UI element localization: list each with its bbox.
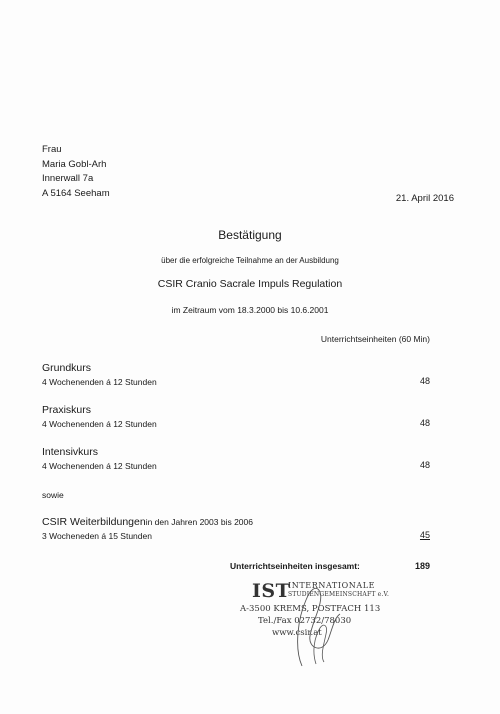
sowie-text: sowie <box>42 490 64 500</box>
recipient-street: Innerwall 7a <box>42 173 94 184</box>
units-header: Unterrichtseinheiten (60 Min) <box>320 334 430 344</box>
stamp-logo: IST <box>252 580 291 602</box>
stamp-line4: Tel./Fax 02732/78030 <box>258 616 352 626</box>
course-name: CSIR Cranio Sacrale Impuls Regulation <box>157 278 343 290</box>
total-value: 189 <box>414 561 430 571</box>
further-title-suffix: in den Jahren 2003 bis 2006 <box>145 517 253 527</box>
stamp-line5: www.csir.at <box>272 628 322 638</box>
course-period: im Zeitraum vom 18.3.2000 bis 10.6.2001 <box>171 305 329 315</box>
recipient-address <box>42 143 110 201</box>
section-title: Praxiskurs <box>42 404 92 416</box>
letter-date: 21. April 2016 <box>395 193 454 204</box>
stamp-line2: STUDIENGEMEINSCHAFT e.V. <box>288 591 390 598</box>
further-training-title <box>42 516 253 528</box>
section-title: Grundkurs <box>42 362 92 374</box>
further-detail: 3 Wocheneden á 15 Stunden <box>42 531 152 541</box>
section-hours: 48 <box>419 418 430 428</box>
further-hours: 45 <box>419 530 430 540</box>
document-subtitle: über die erfolgreiche Teilnahme an der Ausbildung <box>161 256 339 265</box>
section-hours: 48 <box>419 460 430 470</box>
stamp-line1: INTERNATIONALE <box>288 581 376 590</box>
stamp-line3: A-3500 KREMS, POSTFACH 113 <box>240 604 381 614</box>
signature-scribble <box>232 578 402 668</box>
section-title: Intensivkurs <box>42 446 99 458</box>
further-title: CSIR Weiterbildungen <box>42 516 146 528</box>
recipient-city: A 5164 Seeham <box>42 187 110 199</box>
total-label: Unterrichtseinheiten insgesamt: <box>230 561 360 571</box>
document-title: Bestätigung <box>218 228 282 242</box>
section-detail: 4 Wochenenden á 12 Stunden <box>42 419 157 429</box>
organization-stamp <box>232 578 402 668</box>
recipient-salutation: Frau <box>42 144 62 155</box>
section-detail: 4 Wochenenden á 12 Stunden <box>42 377 157 387</box>
section-hours: 48 <box>419 376 430 386</box>
recipient-name: Maria Gobl-Arh <box>42 158 107 170</box>
section-detail: 4 Wochenenden á 12 Stunden <box>42 461 157 471</box>
